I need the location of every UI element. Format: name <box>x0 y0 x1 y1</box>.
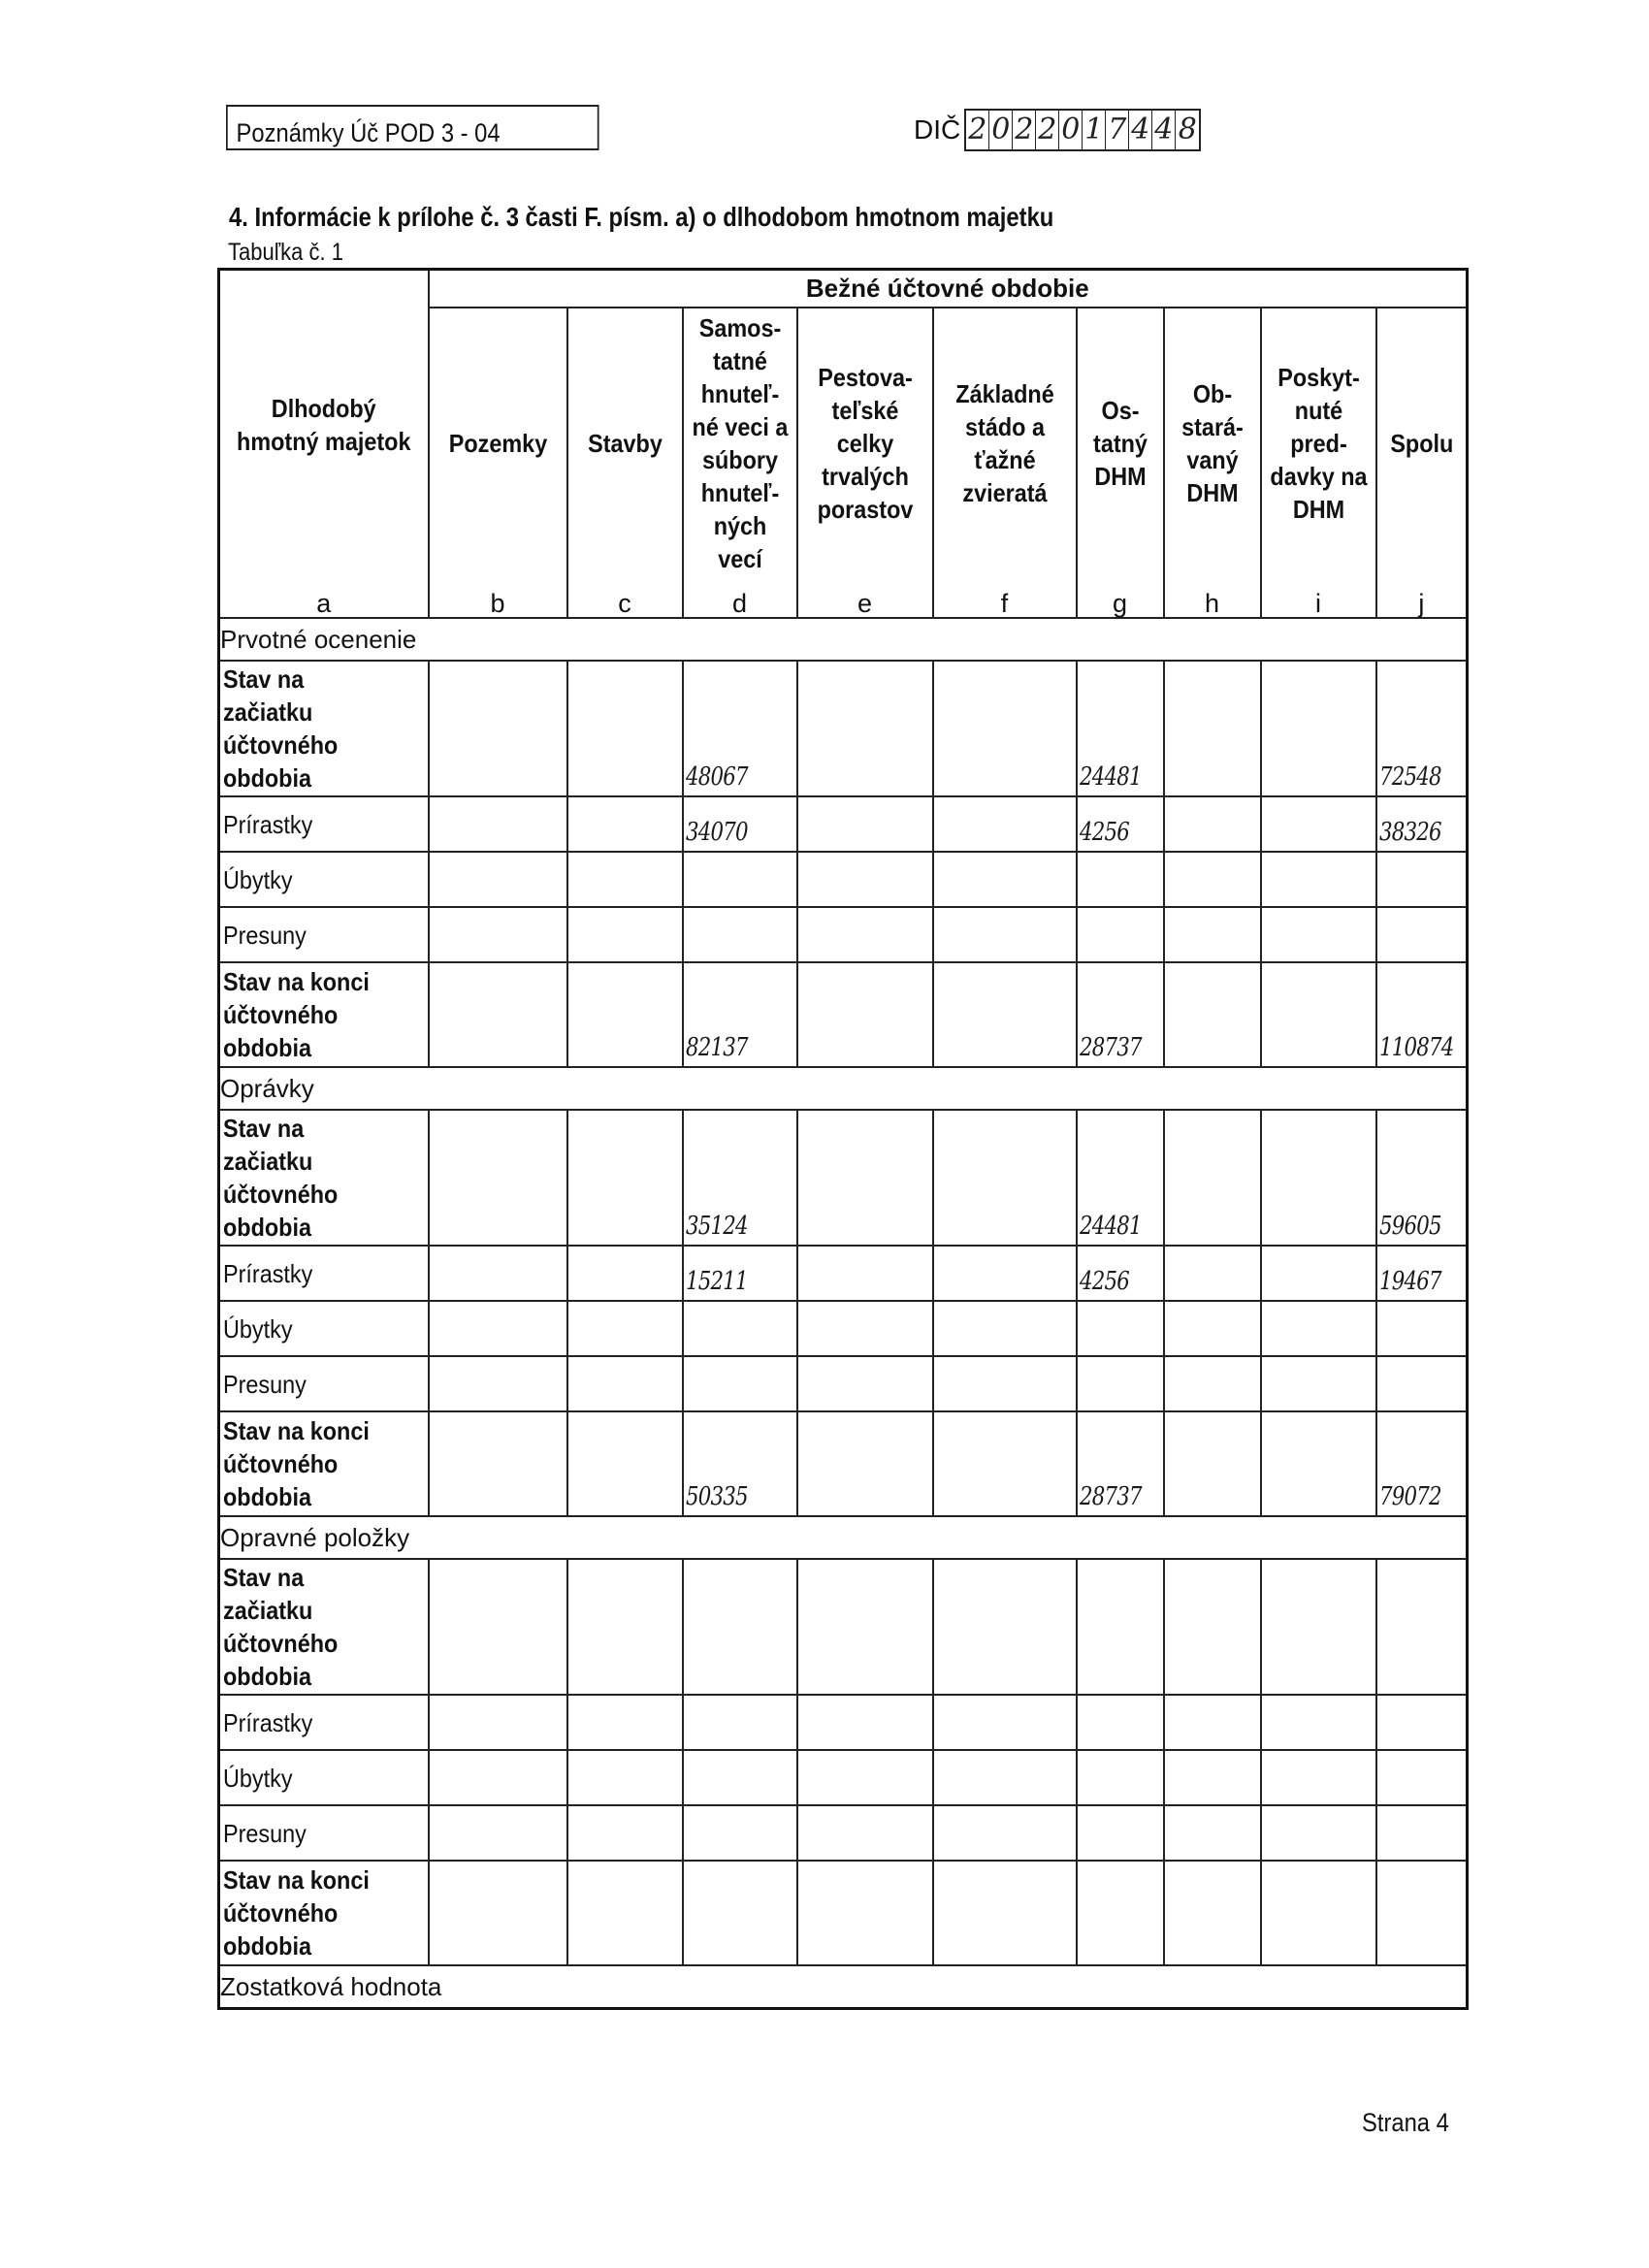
cell-d <box>683 1861 797 1965</box>
cell-g <box>1077 1695 1164 1750</box>
cell-h <box>1164 1805 1261 1861</box>
cell-b <box>429 1695 567 1750</box>
row-label: Stav na konci účtovného obdobia <box>219 962 429 1067</box>
cell-c <box>567 1246 683 1301</box>
row-label: Prírastky <box>219 1695 429 1750</box>
cell-e <box>797 1411 933 1516</box>
cell-j <box>1376 1301 1468 1356</box>
dic-digit: 0 <box>1059 111 1083 149</box>
cell-j <box>1376 1695 1468 1750</box>
table-row <box>219 1559 1468 1695</box>
cell-b <box>429 1411 567 1516</box>
cell-f <box>933 1559 1077 1695</box>
cell-e <box>797 1861 933 1965</box>
cell-d <box>683 1301 797 1356</box>
row-label: Prírastky <box>219 796 429 852</box>
cell-d <box>683 1559 797 1695</box>
cell-d <box>683 1695 797 1750</box>
cell-i <box>1261 962 1376 1067</box>
cell-d: 34070 <box>683 796 797 852</box>
asset-table <box>217 268 1469 2010</box>
cell-e <box>797 1695 933 1750</box>
cell-e <box>797 661 933 796</box>
table-row <box>219 1356 1468 1411</box>
cell-c <box>567 1411 683 1516</box>
col-header-c: Stavby c <box>567 308 683 618</box>
cell-i <box>1261 1246 1376 1301</box>
cell-j <box>1376 907 1468 962</box>
cell-i <box>1261 1301 1376 1356</box>
cell-c <box>567 1110 683 1246</box>
cell-j: 110874 <box>1376 962 1468 1067</box>
cell-i <box>1261 1356 1376 1411</box>
col-header-j: Spolu j <box>1376 308 1468 618</box>
table-row <box>219 661 1468 796</box>
row-label: Stav na začiatku účtovného obdobia <box>219 661 429 796</box>
cell-h <box>1164 1246 1261 1301</box>
cell-f <box>933 1246 1077 1301</box>
cell-g <box>1077 907 1164 962</box>
cell-j: 79072 <box>1376 1411 1468 1516</box>
cell-i <box>1261 1110 1376 1246</box>
cell-d: 50335 <box>683 1411 797 1516</box>
cell-h <box>1164 907 1261 962</box>
cell-j <box>1376 852 1468 907</box>
cell-g <box>1077 852 1164 907</box>
cell-j <box>1376 1805 1468 1861</box>
cell-f <box>933 1110 1077 1246</box>
form-id-text: Poznámky Úč POD 3 - 04 <box>236 118 501 147</box>
page-number: Strana 4 <box>1362 2108 1449 2137</box>
table-row <box>219 1246 1468 1301</box>
row-label: Stav na konci účtovného obdobia <box>219 1861 429 1965</box>
cell-h <box>1164 852 1261 907</box>
row-label: Prírastky <box>219 1246 429 1301</box>
cell-c <box>567 1356 683 1411</box>
cell-i <box>1261 907 1376 962</box>
cell-c <box>567 907 683 962</box>
cell-e <box>797 962 933 1067</box>
cell-i <box>1261 1750 1376 1805</box>
cell-b <box>429 1356 567 1411</box>
cell-i <box>1261 1861 1376 1965</box>
cell-i <box>1261 1805 1376 1861</box>
cell-b <box>429 852 567 907</box>
cell-i <box>1261 852 1376 907</box>
cell-j <box>1376 1750 1468 1805</box>
col-header-i: Poskyt-nuté pred-davky na DHM i <box>1261 308 1376 618</box>
table-row <box>219 1110 1468 1246</box>
cell-g <box>1077 1301 1164 1356</box>
cell-h <box>1164 1695 1261 1750</box>
cell-e <box>797 852 933 907</box>
cell-c <box>567 1861 683 1965</box>
cell-b <box>429 796 567 852</box>
cell-g: 24481 <box>1077 661 1164 796</box>
cell-j: 59605 <box>1376 1110 1468 1246</box>
dic-field <box>914 110 1201 150</box>
cell-h <box>1164 1559 1261 1695</box>
cell-h <box>1164 1301 1261 1356</box>
cell-b <box>429 1246 567 1301</box>
row-label: Úbytky <box>219 1750 429 1805</box>
cell-f <box>933 1695 1077 1750</box>
col-header-a: Dlhodobý hmotný majetok a <box>219 270 429 619</box>
cell-j <box>1376 1559 1468 1695</box>
cell-g <box>1077 1559 1164 1695</box>
section-title: 4. Informácie k prílohe č. 3 časti F. písm. a) o dlhodobom hmotnom majetku <box>229 202 1054 232</box>
section-header-row: Opravné položky <box>219 1516 1468 1559</box>
table-row <box>219 1861 1468 1965</box>
cell-f <box>933 962 1077 1067</box>
cell-g <box>1077 1805 1164 1861</box>
cell-c <box>567 1750 683 1805</box>
section-header-row: Prvotné ocenenie <box>219 618 1468 661</box>
table-row <box>219 1805 1468 1861</box>
cell-i <box>1261 1411 1376 1516</box>
cell-e <box>797 1805 933 1861</box>
row-label: Úbytky <box>219 852 429 907</box>
cell-f <box>933 661 1077 796</box>
cell-h <box>1164 1861 1261 1965</box>
cell-b <box>429 1559 567 1695</box>
cell-d <box>683 1356 797 1411</box>
cell-h <box>1164 1110 1261 1246</box>
cell-i <box>1261 1559 1376 1695</box>
cell-d: 82137 <box>683 962 797 1067</box>
dic-digit: 8 <box>1178 113 1197 146</box>
cell-e <box>797 1356 933 1411</box>
table-row <box>219 1750 1468 1805</box>
cell-f <box>933 852 1077 907</box>
cell-e <box>797 1750 933 1805</box>
cell-f <box>933 1411 1077 1516</box>
cell-b <box>429 661 567 796</box>
row-label: Stav na konci účtovného obdobia <box>219 1411 429 1516</box>
cell-d: 35124 <box>683 1110 797 1246</box>
dic-boxes <box>964 109 1201 151</box>
col-header-d: Samos-tatné hnuteľ-né veci a súbory hnuteľ-ných vecí d <box>683 308 797 618</box>
table-row <box>219 796 1468 852</box>
dic-label: DIČ <box>914 114 961 145</box>
cell-d <box>683 852 797 907</box>
dic-digit: 2 <box>1013 111 1036 149</box>
cell-c <box>567 1301 683 1356</box>
cell-g: 4256 <box>1077 1246 1164 1301</box>
cell-e <box>797 907 933 962</box>
cell-g: 24481 <box>1077 1110 1164 1246</box>
cell-g: 4256 <box>1077 796 1164 852</box>
cell-g <box>1077 1356 1164 1411</box>
cell-d <box>683 907 797 962</box>
table-row <box>219 962 1468 1067</box>
cell-b <box>429 907 567 962</box>
cell-c <box>567 1559 683 1695</box>
cell-f <box>933 796 1077 852</box>
table-row <box>219 907 1468 962</box>
col-header-g: Os-tatný DHM g <box>1077 308 1164 618</box>
table-caption: Tabuľka č. 1 <box>228 239 343 266</box>
cell-e <box>797 796 933 852</box>
table-row <box>219 1411 1468 1516</box>
cell-j: 19467 <box>1376 1246 1468 1301</box>
cell-f <box>933 907 1077 962</box>
cell-d <box>683 1805 797 1861</box>
cell-b <box>429 1861 567 1965</box>
cell-i <box>1261 1695 1376 1750</box>
period-header: Bežné účtovné obdobie <box>429 270 1468 308</box>
table-row <box>219 1695 1468 1750</box>
dic-digit: 4 <box>1152 111 1176 149</box>
col-header-f: Základné stádo a ťažné zvieratá f <box>933 308 1077 618</box>
cell-b <box>429 962 567 1067</box>
cell-g <box>1077 1750 1164 1805</box>
cell-h <box>1164 661 1261 796</box>
cell-b <box>429 1750 567 1805</box>
dic-digit: 1 <box>1083 111 1106 149</box>
table-row <box>219 1301 1468 1356</box>
cell-g: 28737 <box>1077 962 1164 1067</box>
cell-c <box>567 796 683 852</box>
cell-j: 72548 <box>1376 661 1468 796</box>
cell-c <box>567 661 683 796</box>
cell-h <box>1164 1750 1261 1805</box>
cell-d <box>683 1750 797 1805</box>
row-label: Stav na začiatku účtovného obdobia <box>219 1110 429 1246</box>
cell-i <box>1261 796 1376 852</box>
cell-c <box>567 852 683 907</box>
cell-b <box>429 1110 567 1246</box>
cell-e <box>797 1559 933 1695</box>
cell-f <box>933 1861 1077 1965</box>
cell-f <box>933 1750 1077 1805</box>
cell-c <box>567 1695 683 1750</box>
form-id-box <box>226 105 599 150</box>
cell-h <box>1164 1411 1261 1516</box>
cell-i <box>1261 661 1376 796</box>
row-label: Úbytky <box>219 1301 429 1356</box>
col-header-b: Pozemky b <box>429 308 567 618</box>
cell-c <box>567 1805 683 1861</box>
cell-f <box>933 1805 1077 1861</box>
row-label: Presuny <box>219 1356 429 1411</box>
cell-d: 15211 <box>683 1246 797 1301</box>
dic-digit: 4 <box>1129 111 1152 149</box>
cell-j <box>1376 1861 1468 1965</box>
cell-g <box>1077 1861 1164 1965</box>
row-label: Presuny <box>219 1805 429 1861</box>
dic-digit: 2 <box>966 111 989 149</box>
dic-digit: 7 <box>1106 111 1129 149</box>
cell-j: 38326 <box>1376 796 1468 852</box>
row-label: Presuny <box>219 907 429 962</box>
cell-d: 48067 <box>683 661 797 796</box>
row-label: Stav na začiatku účtovného obdobia <box>219 1559 429 1695</box>
cell-e <box>797 1110 933 1246</box>
section-header-row: Oprávky <box>219 1067 1468 1110</box>
final-row: Zostatková hodnota <box>219 1965 1468 2009</box>
cell-e <box>797 1301 933 1356</box>
cell-e <box>797 1246 933 1301</box>
table-row <box>219 852 1468 907</box>
dic-digit: 2 <box>1036 111 1059 149</box>
cell-b <box>429 1301 567 1356</box>
cell-f <box>933 1356 1077 1411</box>
col-header-h: Ob-stará-vaný DHM h <box>1164 308 1261 618</box>
cell-h <box>1164 962 1261 1067</box>
cell-g: 28737 <box>1077 1411 1164 1516</box>
col-header-e: Pestova-teľské celky trvalých porastov e <box>797 308 933 618</box>
cell-j <box>1376 1356 1468 1411</box>
cell-f <box>933 1301 1077 1356</box>
cell-h <box>1164 796 1261 852</box>
cell-b <box>429 1805 567 1861</box>
cell-h <box>1164 1356 1261 1411</box>
cell-c <box>567 962 683 1067</box>
dic-digit: 0 <box>989 111 1013 149</box>
